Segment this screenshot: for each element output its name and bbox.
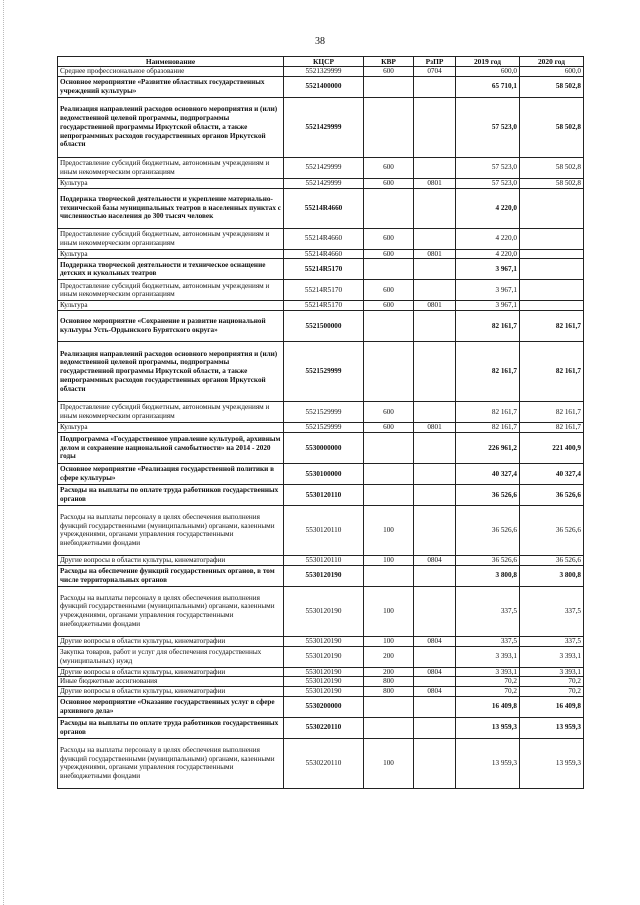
cell-2020: 3 393,1 bbox=[520, 667, 584, 677]
page-edge bbox=[3, 0, 5, 905]
table-row bbox=[58, 432, 584, 463]
cell-kvr: 200 bbox=[364, 646, 414, 667]
cell-2020 bbox=[520, 259, 584, 280]
cell-kcsr: 55214R5170 bbox=[284, 280, 364, 301]
cell-kcsr: 5521500000 bbox=[284, 311, 364, 342]
cell-2020: 58 502,8 bbox=[520, 97, 584, 157]
cell-rzpr bbox=[414, 484, 456, 505]
cell-2020: 36 526,6 bbox=[520, 555, 584, 565]
cell-2019: 3 967,1 bbox=[456, 280, 520, 301]
cell-name: Другие вопросы в области культуры, кинематографии bbox=[58, 636, 284, 646]
budget-table bbox=[57, 56, 584, 789]
cell-2020: 58 502,8 bbox=[520, 76, 584, 97]
cell-name: Расходы на обеспечение функций государственных органов, в том числе территориальных органов bbox=[58, 565, 284, 586]
cell-kvr: 600 bbox=[364, 301, 414, 311]
cell-kvr bbox=[364, 432, 414, 463]
cell-kcsr: 55214R4660 bbox=[284, 249, 364, 259]
cell-kcsr: 5530100000 bbox=[284, 463, 364, 484]
cell-kcsr: 5530200000 bbox=[284, 696, 364, 717]
cell-name: Предоставление субсидий бюджетным, автономным учреждениям и иным некоммерческим организациям bbox=[58, 157, 284, 178]
table-row bbox=[58, 677, 584, 687]
cell-rzpr bbox=[414, 677, 456, 687]
table-header-row bbox=[58, 57, 584, 67]
cell-name: Основное мероприятие «Реализация государственной политики в сфере культуры» bbox=[58, 463, 284, 484]
cell-kvr: 800 bbox=[364, 687, 414, 697]
cell-rzpr: 0704 bbox=[414, 67, 456, 77]
table-row bbox=[58, 259, 584, 280]
cell-rzpr bbox=[414, 342, 456, 402]
cell-kvr: 600 bbox=[364, 178, 414, 188]
column-header-name: Наименование bbox=[58, 57, 284, 67]
cell-2019: 57 523,0 bbox=[456, 97, 520, 157]
column-header-kvr: КВР bbox=[364, 57, 414, 67]
cell-rzpr bbox=[414, 228, 456, 249]
cell-kvr bbox=[364, 484, 414, 505]
cell-2019: 3 393,1 bbox=[456, 667, 520, 677]
cell-rzpr: 0804 bbox=[414, 555, 456, 565]
cell-rzpr bbox=[414, 280, 456, 301]
cell-name: Другие вопросы в области культуры, кинематографии bbox=[58, 555, 284, 565]
cell-rzpr: 0801 bbox=[414, 301, 456, 311]
cell-name: Основное мероприятие «Сохранение и развитие национальной культуры Усть-Ордынского Бурятского округа» bbox=[58, 311, 284, 342]
cell-2019: 16 409,8 bbox=[456, 696, 520, 717]
table-row bbox=[58, 738, 584, 788]
cell-2020: 3 800,8 bbox=[520, 565, 584, 586]
cell-kcsr: 5530000000 bbox=[284, 432, 364, 463]
cell-2019: 57 523,0 bbox=[456, 157, 520, 178]
cell-2020 bbox=[520, 301, 584, 311]
cell-2020: 337,5 bbox=[520, 636, 584, 646]
table-row bbox=[58, 687, 584, 697]
cell-rzpr: 0801 bbox=[414, 178, 456, 188]
cell-name: Культура bbox=[58, 301, 284, 311]
cell-kvr bbox=[364, 311, 414, 342]
cell-2020 bbox=[520, 280, 584, 301]
cell-rzpr bbox=[414, 565, 456, 586]
cell-rzpr: 0801 bbox=[414, 249, 456, 259]
column-header-rzpr: РзПР bbox=[414, 57, 456, 67]
table-row bbox=[58, 505, 584, 555]
table-row bbox=[58, 586, 584, 636]
cell-rzpr bbox=[414, 586, 456, 636]
cell-2019: 70,2 bbox=[456, 687, 520, 697]
cell-2019: 70,2 bbox=[456, 677, 520, 687]
cell-kvr: 100 bbox=[364, 586, 414, 636]
cell-kvr bbox=[364, 696, 414, 717]
cell-2019: 13 959,3 bbox=[456, 738, 520, 788]
table-row bbox=[58, 249, 584, 259]
cell-name: Поддержка творческой деятельности и техническое оснащение детских и кукольных театров bbox=[58, 259, 284, 280]
cell-2020: 58 502,8 bbox=[520, 157, 584, 178]
cell-name: Культура bbox=[58, 249, 284, 259]
table-row bbox=[58, 301, 584, 311]
cell-kcsr: 55214R5170 bbox=[284, 259, 364, 280]
cell-rzpr bbox=[414, 696, 456, 717]
cell-2020: 3 393,1 bbox=[520, 646, 584, 667]
cell-2020: 600,0 bbox=[520, 67, 584, 77]
cell-2020: 70,2 bbox=[520, 677, 584, 687]
cell-rzpr bbox=[414, 646, 456, 667]
cell-kcsr: 5530120190 bbox=[284, 677, 364, 687]
cell-kcsr: 5521400000 bbox=[284, 76, 364, 97]
cell-2020: 36 526,6 bbox=[520, 505, 584, 555]
cell-kcsr: 5530220110 bbox=[284, 717, 364, 738]
column-header-kcsr: КЦСР bbox=[284, 57, 364, 67]
cell-rzpr bbox=[414, 402, 456, 423]
cell-kvr: 100 bbox=[364, 738, 414, 788]
table-row bbox=[58, 178, 584, 188]
cell-2019: 4 220,0 bbox=[456, 228, 520, 249]
cell-kvr bbox=[364, 463, 414, 484]
cell-kvr: 600 bbox=[364, 402, 414, 423]
cell-2019: 3 800,8 bbox=[456, 565, 520, 586]
cell-name: Закупка товаров, работ и услуг для обеспечения государственных (муниципальных) нужд bbox=[58, 646, 284, 667]
table-row bbox=[58, 342, 584, 402]
cell-kcsr: 5521329999 bbox=[284, 67, 364, 77]
table-row bbox=[58, 76, 584, 97]
cell-name: Расходы на выплаты по оплате труда работников государственных органов bbox=[58, 717, 284, 738]
cell-rzpr bbox=[414, 738, 456, 788]
cell-kcsr: 5521529999 bbox=[284, 423, 364, 433]
cell-name: Расходы на выплаты по оплате труда работников государственных органов bbox=[58, 484, 284, 505]
cell-name: Расходы на выплаты персоналу в целях обеспечения выполнения функций государственными (муниципальными) органами, казенными учреждениями, органами управления государственными внебюджетными фондами bbox=[58, 738, 284, 788]
cell-kcsr: 55214R4660 bbox=[284, 228, 364, 249]
cell-2019: 3 967,1 bbox=[456, 301, 520, 311]
cell-2019: 600,0 bbox=[456, 67, 520, 77]
cell-2019: 3 393,1 bbox=[456, 646, 520, 667]
cell-name: Предоставление субсидий бюджетным, автономным учреждениям и иным некоммерческим организациям bbox=[58, 280, 284, 301]
cell-kcsr: 5521529999 bbox=[284, 402, 364, 423]
cell-kcsr: 55214R5170 bbox=[284, 301, 364, 311]
cell-2019: 57 523,0 bbox=[456, 178, 520, 188]
cell-name: Другие вопросы в области культуры, кинематографии bbox=[58, 667, 284, 677]
cell-kvr bbox=[364, 565, 414, 586]
table-row bbox=[58, 188, 584, 228]
cell-rzpr: 0801 bbox=[414, 423, 456, 433]
cell-2020: 221 400,9 bbox=[520, 432, 584, 463]
cell-rzpr bbox=[414, 432, 456, 463]
cell-2019: 226 961,2 bbox=[456, 432, 520, 463]
table-row bbox=[58, 667, 584, 677]
table-row bbox=[58, 97, 584, 157]
cell-kcsr: 5530120110 bbox=[284, 484, 364, 505]
cell-kcsr: 5521529999 bbox=[284, 342, 364, 402]
cell-kcsr: 5530120110 bbox=[284, 555, 364, 565]
cell-rzpr bbox=[414, 97, 456, 157]
cell-kcsr: 5521429999 bbox=[284, 157, 364, 178]
cell-kcsr: 55214R4660 bbox=[284, 188, 364, 228]
cell-kcsr: 5530120190 bbox=[284, 646, 364, 667]
cell-name: Основное мероприятие «Развитие областных государственных учреждений культуры» bbox=[58, 76, 284, 97]
cell-2019: 82 161,7 bbox=[456, 342, 520, 402]
cell-kcsr: 5530120190 bbox=[284, 687, 364, 697]
cell-2020 bbox=[520, 228, 584, 249]
table-body bbox=[58, 67, 584, 789]
page-number: 38 bbox=[315, 36, 325, 47]
table-row bbox=[58, 157, 584, 178]
cell-name: Подпрограмма «Государственное управление культурой, архивным делом и сохранение национальной самобытности» на 2014 - 2020 годы bbox=[58, 432, 284, 463]
cell-kvr: 600 bbox=[364, 280, 414, 301]
cell-rzpr bbox=[414, 717, 456, 738]
cell-kvr bbox=[364, 76, 414, 97]
cell-2019: 82 161,7 bbox=[456, 402, 520, 423]
cell-kvr bbox=[364, 259, 414, 280]
cell-2020: 16 409,8 bbox=[520, 696, 584, 717]
table-row bbox=[58, 636, 584, 646]
cell-kvr bbox=[364, 717, 414, 738]
cell-name: Другие вопросы в области культуры, кинематографии bbox=[58, 687, 284, 697]
table-row bbox=[58, 696, 584, 717]
cell-kvr bbox=[364, 97, 414, 157]
cell-2019: 82 161,7 bbox=[456, 423, 520, 433]
cell-kvr bbox=[364, 188, 414, 228]
cell-name: Иные бюджетные ассигнования bbox=[58, 677, 284, 687]
table-row bbox=[58, 463, 584, 484]
column-header-2020: 2020 год bbox=[520, 57, 584, 67]
cell-2019: 36 526,6 bbox=[456, 505, 520, 555]
cell-kvr: 600 bbox=[364, 228, 414, 249]
cell-2020: 58 502,8 bbox=[520, 178, 584, 188]
cell-2019: 3 967,1 bbox=[456, 259, 520, 280]
cell-name: Предоставление субсидий бюджетным, автономным учреждениям и иным некоммерческим организациям bbox=[58, 228, 284, 249]
cell-rzpr bbox=[414, 311, 456, 342]
cell-kcsr: 5521429999 bbox=[284, 178, 364, 188]
cell-2019: 337,5 bbox=[456, 586, 520, 636]
cell-2020: 13 959,3 bbox=[520, 738, 584, 788]
cell-name: Расходы на выплаты персоналу в целях обеспечения выполнения функций государственными (муниципальными) органами, казенными учреждениями, органами управления государственными внебюджетными фондами bbox=[58, 505, 284, 555]
cell-kvr: 600 bbox=[364, 423, 414, 433]
cell-name: Реализация направлений расходов основного мероприятия и (или) ведомственной целевой программы, подпрограммы государственной программы Иркутской области, а также непрограммных расходов государственных органов Иркутской области bbox=[58, 342, 284, 402]
cell-2020: 82 161,7 bbox=[520, 423, 584, 433]
cell-rzpr bbox=[414, 463, 456, 484]
cell-rzpr bbox=[414, 259, 456, 280]
cell-2020: 70,2 bbox=[520, 687, 584, 697]
cell-rzpr bbox=[414, 157, 456, 178]
cell-name: Реализация направлений расходов основного мероприятия и (или) ведомственной целевой программы, подпрограммы государственной программы Иркутской области, а также непрограммных расходов государственных органов Иркутской области bbox=[58, 97, 284, 157]
cell-kcsr: 5530120190 bbox=[284, 636, 364, 646]
cell-2020: 82 161,7 bbox=[520, 402, 584, 423]
cell-2019: 40 327,4 bbox=[456, 463, 520, 484]
cell-2019: 36 526,6 bbox=[456, 484, 520, 505]
cell-kvr: 800 bbox=[364, 677, 414, 687]
table-row bbox=[58, 565, 584, 586]
cell-kvr: 100 bbox=[364, 555, 414, 565]
cell-kvr: 600 bbox=[364, 157, 414, 178]
cell-kcsr: 5530120190 bbox=[284, 667, 364, 677]
cell-2019: 13 959,3 bbox=[456, 717, 520, 738]
cell-2020: 82 161,7 bbox=[520, 311, 584, 342]
table-row bbox=[58, 423, 584, 433]
cell-kcsr: 5530120190 bbox=[284, 565, 364, 586]
table-row bbox=[58, 311, 584, 342]
cell-rzpr bbox=[414, 505, 456, 555]
cell-kvr: 200 bbox=[364, 667, 414, 677]
cell-kvr: 600 bbox=[364, 67, 414, 77]
cell-2020: 82 161,7 bbox=[520, 342, 584, 402]
table-row bbox=[58, 555, 584, 565]
cell-name: Среднее профессиональное образование bbox=[58, 67, 284, 77]
cell-2020 bbox=[520, 188, 584, 228]
cell-kcsr: 5530120190 bbox=[284, 586, 364, 636]
cell-name: Поддержка творческой деятельности и укрепление материально-технической базы муниципальных театров в населенных пунктах с численностью населения до 300 тысяч человек bbox=[58, 188, 284, 228]
cell-kvr: 100 bbox=[364, 505, 414, 555]
table-row bbox=[58, 717, 584, 738]
cell-kvr: 600 bbox=[364, 249, 414, 259]
cell-name: Предоставление субсидий бюджетным, автономным учреждениям и иным некоммерческим организациям bbox=[58, 402, 284, 423]
cell-2019: 4 220,0 bbox=[456, 249, 520, 259]
cell-rzpr: 0804 bbox=[414, 687, 456, 697]
cell-rzpr: 0804 bbox=[414, 636, 456, 646]
cell-kvr: 100 bbox=[364, 636, 414, 646]
cell-name: Культура bbox=[58, 178, 284, 188]
cell-2019: 65 710,1 bbox=[456, 76, 520, 97]
cell-kcsr: 5530120110 bbox=[284, 505, 364, 555]
cell-rzpr: 0804 bbox=[414, 667, 456, 677]
column-header-2019: 2019 год bbox=[456, 57, 520, 67]
table-row bbox=[58, 228, 584, 249]
cell-name: Культура bbox=[58, 423, 284, 433]
cell-2020: 337,5 bbox=[520, 586, 584, 636]
cell-name: Расходы на выплаты персоналу в целях обеспечения выполнения функций государственными (муниципальными) органами, казенными учреждениями, органами управления государственными внебюджетными фондами bbox=[58, 586, 284, 636]
cell-2020 bbox=[520, 249, 584, 259]
cell-kvr bbox=[364, 342, 414, 402]
table-row bbox=[58, 402, 584, 423]
cell-2019: 36 526,6 bbox=[456, 555, 520, 565]
cell-rzpr bbox=[414, 76, 456, 97]
cell-2019: 82 161,7 bbox=[456, 311, 520, 342]
cell-2019: 4 220,0 bbox=[456, 188, 520, 228]
cell-2020: 40 327,4 bbox=[520, 463, 584, 484]
table-row bbox=[58, 67, 584, 77]
cell-kcsr: 5530220110 bbox=[284, 738, 364, 788]
cell-2020: 13 959,3 bbox=[520, 717, 584, 738]
cell-2020: 36 526,6 bbox=[520, 484, 584, 505]
cell-2019: 337,5 bbox=[456, 636, 520, 646]
table-row bbox=[58, 646, 584, 667]
cell-rzpr bbox=[414, 188, 456, 228]
table-row bbox=[58, 484, 584, 505]
cell-name: Основное мероприятие «Оказание государственных услуг в сфере архивного дела» bbox=[58, 696, 284, 717]
table-row bbox=[58, 280, 584, 301]
cell-kcsr: 5521429999 bbox=[284, 97, 364, 157]
